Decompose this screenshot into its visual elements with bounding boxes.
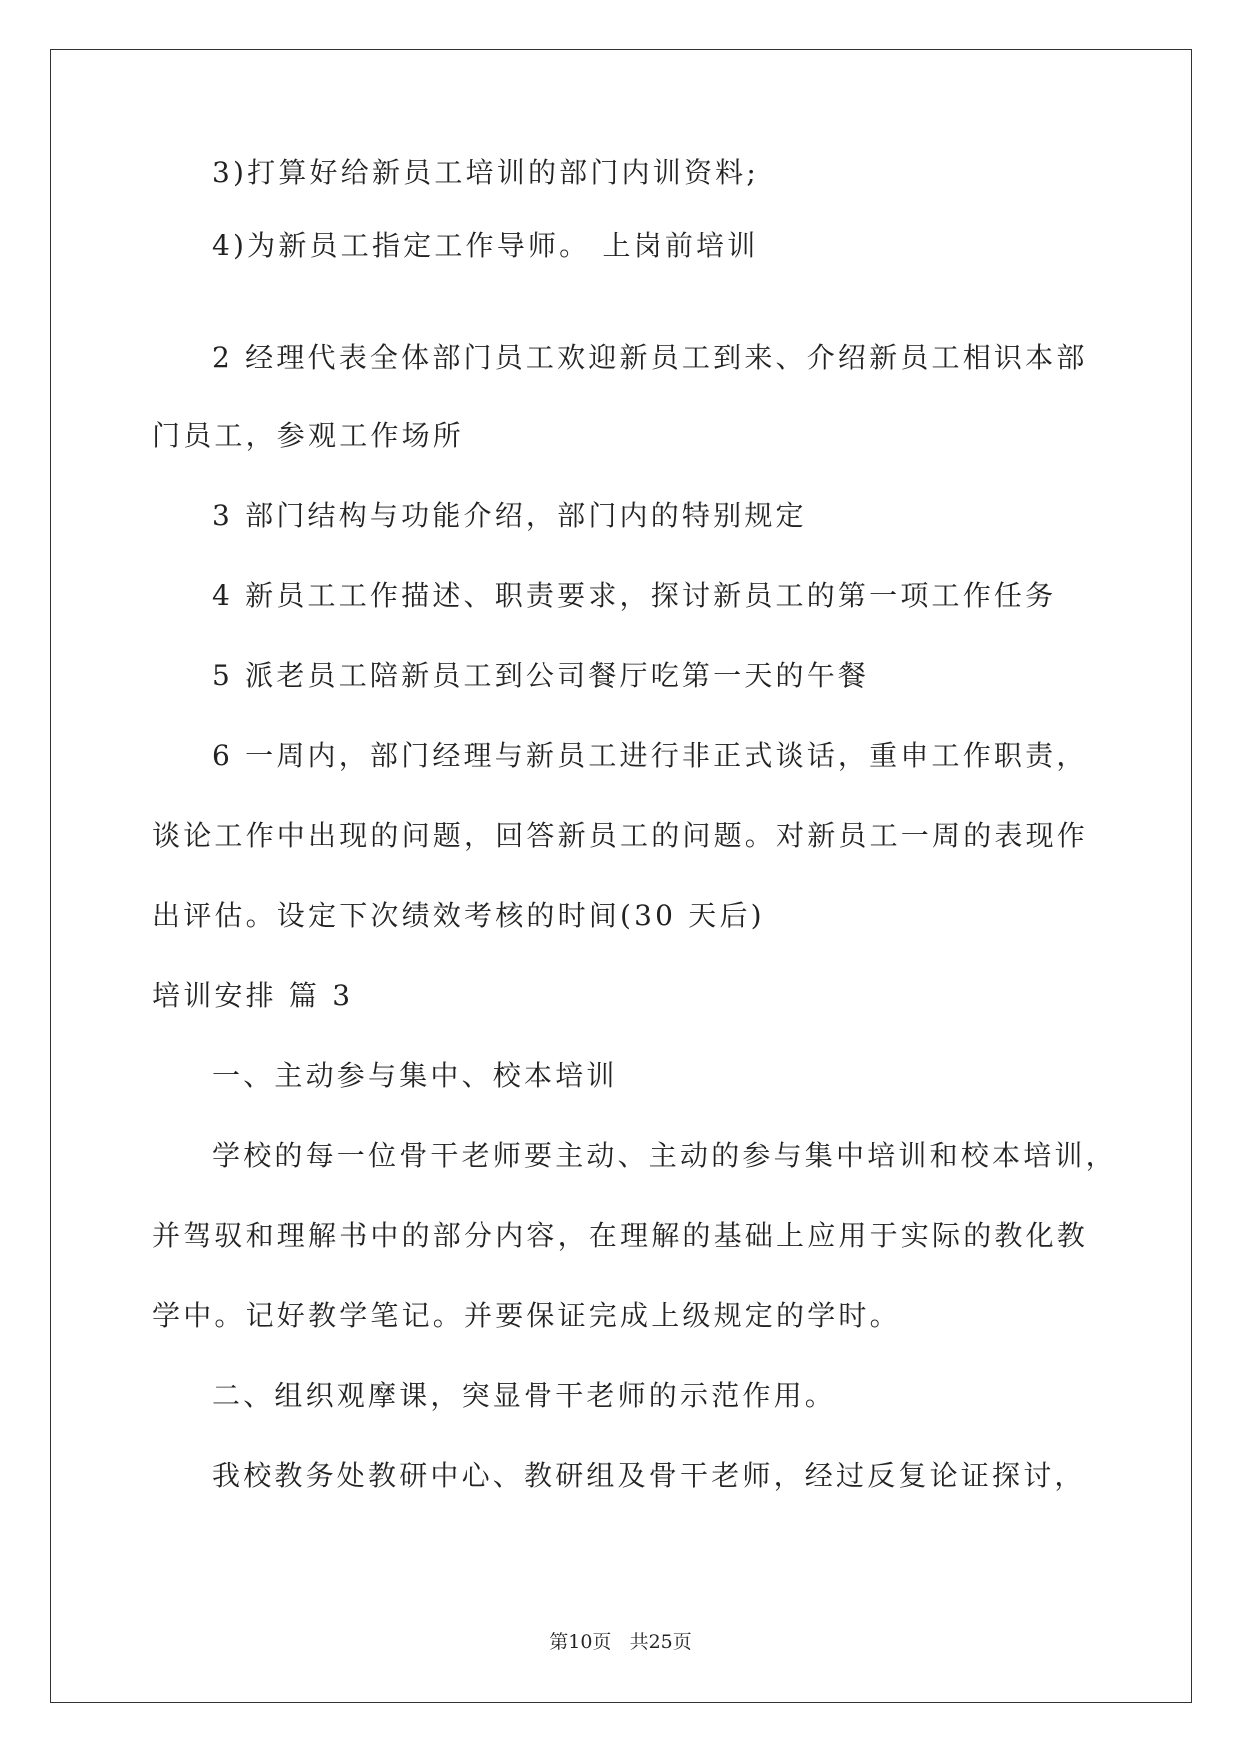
text-line: 出评估。设定下次绩效考核的时间(30 天后): [152, 899, 765, 932]
page-total: 共25页: [629, 1631, 692, 1653]
section-heading: 培训安排 篇 3: [152, 979, 354, 1012]
text-line: 3)打算好给新员工培训的部门内训资料;: [212, 156, 759, 189]
text-line: 一、主动参与集中、校本培训: [212, 1059, 618, 1092]
text-line: 我校教务处教研中心、教研组及骨干老师，经过反复论证探讨，: [212, 1459, 1086, 1492]
page-number: 第10页: [549, 1631, 612, 1653]
text-line: 6 一周内，部门经理与新员工进行非正式谈话，重申工作职责，: [212, 739, 1088, 772]
text-line: 3 部门结构与功能介绍，部门内的特别规定: [212, 499, 807, 532]
page-border: [50, 49, 1192, 1703]
text-line: 门员工，参观工作场所: [152, 419, 465, 452]
text-line: 5 派老员工陪新员工到公司餐厅吃第一天的午餐: [212, 659, 870, 692]
text-line: 谈论工作中出现的问题，回答新员工的问题。对新员工一周的表现作: [152, 819, 1089, 852]
text-line: 4)为新员工指定工作导师。 上岗前培训: [212, 229, 759, 262]
text-line: 并驾驭和理解书中的部分内容，在理解的基础上应用于实际的教化教: [152, 1219, 1089, 1252]
text-line: 学校的每一位骨干老师要主动、主动的参与集中培训和校本培训，: [212, 1139, 1117, 1172]
text-line: 二、组织观摩课，突显骨干老师的示范作用。: [212, 1379, 837, 1412]
page-footer: [0, 1630, 1241, 1654]
text-line: 2 经理代表全体部门员工欢迎新员工到来、介绍新员工相识本部: [212, 341, 1088, 374]
text-line: 4 新员工工作描述、职责要求，探讨新员工的第一项工作任务: [212, 579, 1057, 612]
text-line: 学中。记好教学笔记。并要保证完成上级规定的学时。: [152, 1299, 901, 1332]
